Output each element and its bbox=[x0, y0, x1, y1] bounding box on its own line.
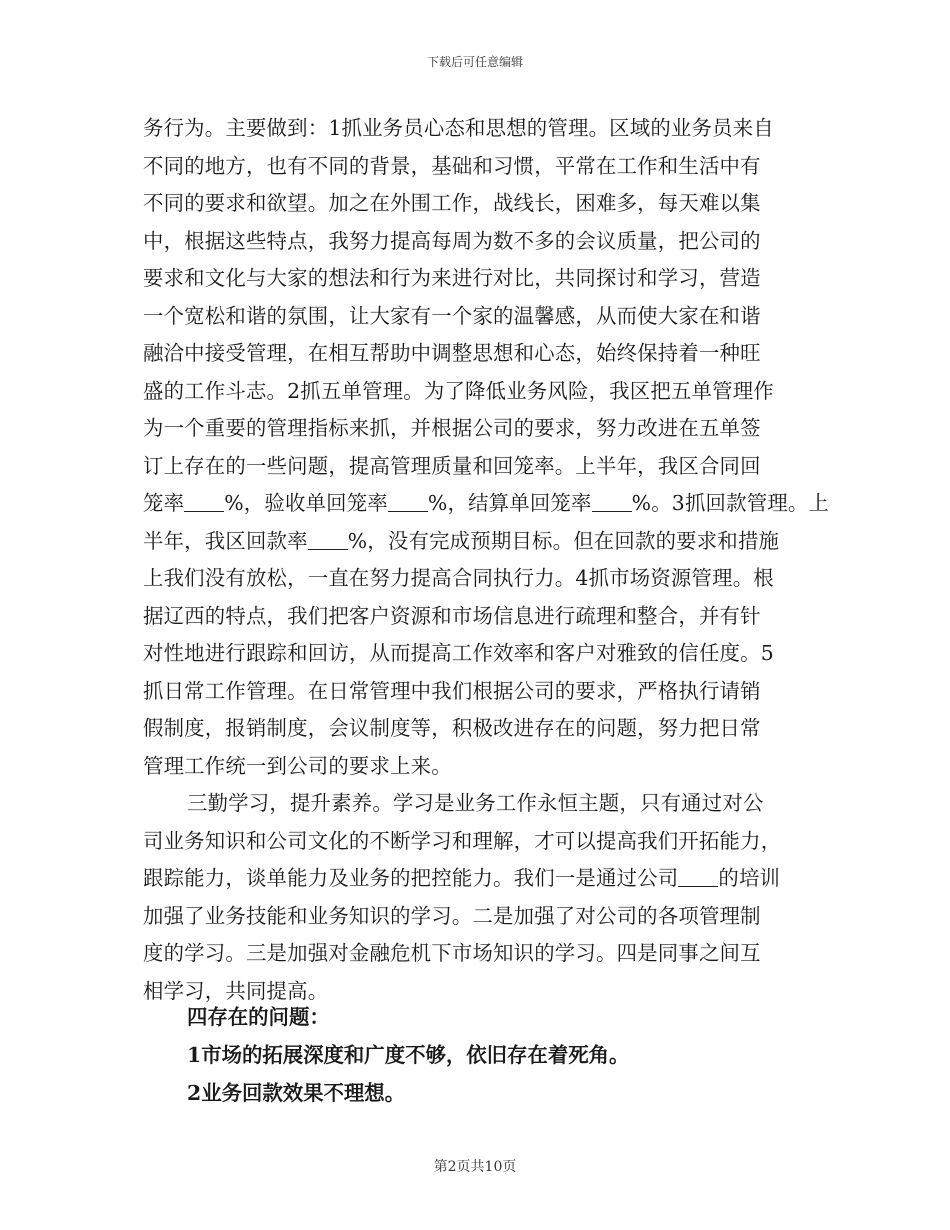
text-line: 不同的地方，也有不同的背景，基础和习惯，平常在工作和生活中有 bbox=[143, 153, 761, 178]
text-segment: 笼率 bbox=[143, 491, 185, 515]
fill-blank bbox=[678, 868, 718, 887]
text-line: 据辽西的特点，我们把客户资源和市场信息进行疏理和整合，并有针 bbox=[143, 603, 761, 628]
issues-section bbox=[187, 998, 827, 1112]
page-header: 下载后可任意编辑 bbox=[426, 55, 523, 69]
text-line bbox=[143, 485, 830, 523]
text-segment: 半年，我区回款率 bbox=[143, 528, 308, 553]
fill-blank bbox=[184, 493, 224, 512]
text-line: 假制度，报销制度，会议制度等，积极改进存在的问题，努力把日常 bbox=[143, 716, 761, 740]
text-line: 不同的要求和欲望。加之在外围工作，战线长，困难多，每天难以集 bbox=[143, 191, 761, 215]
text-line: 度的学习。三是加强对金融危机下市场知识的学习。四是同事之间互 bbox=[143, 941, 761, 965]
text-line: 要求和文化与大家的想法和行为来进行对比，共同探讨和学习，营造 bbox=[143, 266, 761, 290]
text-line: 抓日常工作管理。在日常管理中我们根据公司的要求，严格执行请销 bbox=[143, 678, 761, 703]
issue-item: 1市场的拓展深度和广度不够，依旧存在着死角。 bbox=[187, 1043, 630, 1067]
text-line: 相学习，共同提高。 bbox=[143, 978, 329, 1003]
text-line: 加强了业务技能和业务知识的学习。二是加强了对公司的各项管理制 bbox=[143, 903, 761, 928]
document-body bbox=[143, 110, 830, 1010]
text-segment: %。3抓回款管理。上 bbox=[631, 491, 830, 515]
fill-blank bbox=[388, 493, 428, 512]
text-line: 务行为。主要做到：1抓业务员心态和思想的管理。区域的业务员来自 bbox=[143, 116, 774, 140]
text-line: 一个宽松和谐的氛围，让大家有一个家的温馨感，从而使大家在和谐 bbox=[143, 303, 761, 328]
text-line: 管理工作统一到公司的要求上来。 bbox=[143, 753, 452, 778]
text-line: 对性地进行跟踪和回访，从而提高工作效率和客户对雅致的信任度。5 bbox=[143, 641, 774, 665]
text-line: 上我们没有放松，一直在努力提高合同执行力。4抓市场资源管理。根 bbox=[143, 566, 774, 590]
page-footer: 第2页共10页 bbox=[433, 1159, 517, 1175]
text-line: 司业务知识和公司文化的不断学习和理解，才可以提高我们开拓能力， bbox=[143, 828, 782, 853]
issue-item: 2业务回款效果不理想。 bbox=[187, 1081, 406, 1105]
fill-blank bbox=[592, 493, 632, 512]
text-line: 中，根据这些特点，我努力提高每周为数不多的会议质量，把公司的 bbox=[143, 228, 761, 253]
text-line: 三勤学习，提升素养。学习是业务工作永恒主题，只有通过对公 bbox=[187, 791, 764, 815]
text-segment: 跟踪能力，谈单能力及业务的把控能力。我们一是通过公司 bbox=[143, 866, 679, 890]
text-line: 融洽中接受管理，在相互帮助中调整思想和心态，始终保持着一种旺 bbox=[143, 341, 761, 365]
text-segment: %，结算单回笼率 bbox=[427, 491, 592, 515]
fill-blank bbox=[308, 531, 348, 550]
text-line: 订上存在的一些问题，提高管理质量和回笼率。上半年，我区合同回 bbox=[143, 453, 761, 478]
text-segment: %，没有完成预期目标。但在回款的要求和措施 bbox=[347, 528, 780, 553]
section-heading: 四存在的问题： bbox=[187, 1005, 330, 1029]
text-line bbox=[143, 860, 818, 898]
text-line: 盛的工作斗志。2抓五单管理。为了降低业务风险，我区把五单管理作 bbox=[143, 378, 774, 403]
text-segment: 的培训 bbox=[718, 866, 781, 890]
text-segment: %，验收单回笼率 bbox=[224, 491, 388, 515]
text-line: 为一个重要的管理指标来抓，并根据公司的要求，努力改进在五单签 bbox=[143, 416, 761, 440]
text-line bbox=[143, 523, 818, 561]
